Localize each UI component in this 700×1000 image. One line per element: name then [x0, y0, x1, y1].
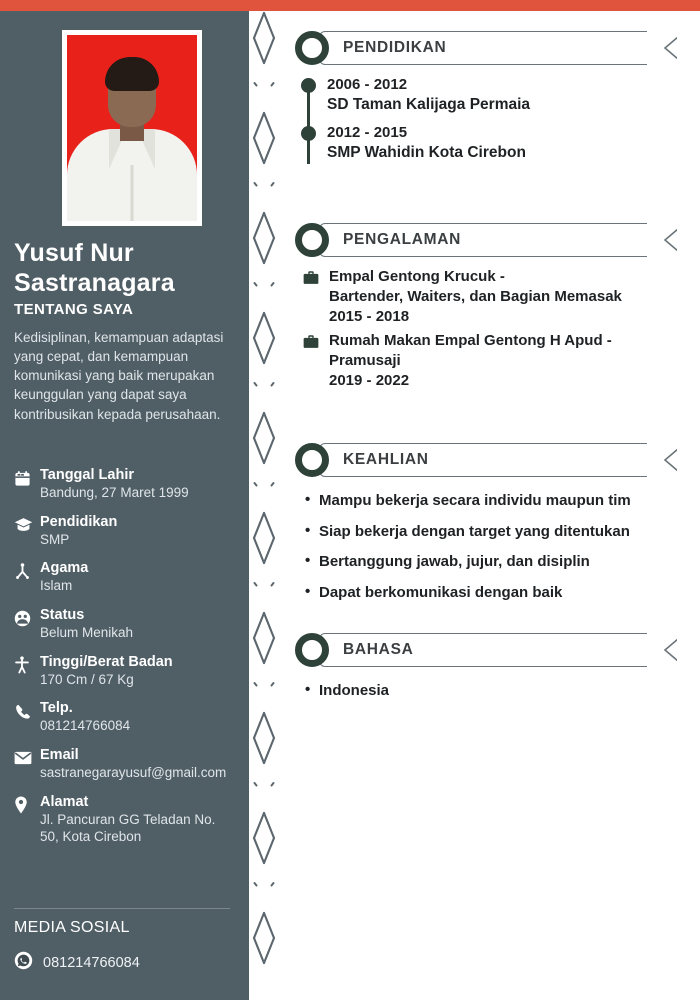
envelope-icon — [14, 748, 40, 768]
timeline-item — [327, 123, 687, 164]
section-languages — [295, 631, 687, 712]
info-text — [40, 559, 236, 595]
social-value: 081214766084 — [43, 955, 140, 971]
info-row-phone — [14, 699, 236, 735]
sidebar-divider — [14, 908, 230, 909]
ribbon-notch — [647, 632, 687, 668]
education-period: 2012 - 2015 — [327, 124, 408, 142]
education-timeline — [295, 75, 687, 164]
experience-line: Empal Gentong Krucuk - — [329, 268, 505, 285]
languages-list — [295, 681, 687, 701]
info-text — [40, 606, 236, 642]
section-header-skills — [295, 441, 687, 479]
phone-icon — [14, 701, 40, 721]
briefcase-icon — [303, 334, 319, 354]
info-row-body — [14, 653, 236, 689]
about-text: Kedisiplinan, kemampuan adaptasi yang cepat, dan kemampuan komunikasi yang baik merupakan keunggulan yang dapat saya kontribusikan kepada perusahaan. — [14, 330, 224, 422]
about-heading: TENTANG SAYA — [14, 301, 134, 318]
info-value: Belum Menikah — [40, 625, 134, 641]
education-period: 2006 - 2012 — [327, 76, 408, 93]
photo-hair — [105, 57, 159, 91]
skill-item: • Dapat berkomunikasi dengan baik — [303, 583, 687, 603]
experience-item — [299, 331, 687, 391]
social-heading: MEDIA SOSIAL — [14, 919, 130, 936]
info-label: Alamat — [40, 793, 89, 810]
info-text — [40, 513, 236, 549]
section-ring-icon — [295, 633, 329, 667]
info-text — [40, 653, 236, 689]
info-text — [40, 466, 236, 502]
info-text — [40, 746, 236, 782]
info-row-religion — [14, 559, 236, 595]
section-header-languages — [295, 631, 687, 669]
experience-line: Bartender, Waiters, dan Bagian Memasak — [329, 287, 622, 305]
experience-line: 2015 - 2018 — [329, 307, 410, 325]
experience-line: 2019 - 2022 — [329, 371, 410, 389]
info-value: Jl. Pancuran GG Teladan No. 50, Kota Cirebon — [40, 811, 216, 845]
personal-info-list — [14, 466, 236, 857]
whatsapp-icon — [14, 951, 33, 975]
section-header-education — [295, 29, 687, 67]
info-row-birthdate — [14, 466, 236, 502]
body-icon — [14, 655, 40, 675]
info-value: Bandung, 27 Maret 1999 — [40, 485, 189, 501]
profile-photo-frame — [62, 30, 202, 226]
calendar-icon — [14, 468, 40, 488]
name-block — [14, 239, 234, 424]
section-title: PENGALAMAN — [343, 231, 462, 248]
section-skills — [295, 441, 687, 613]
info-text — [40, 699, 236, 735]
skill-item: • Siap bekerja dengan target yang ditentukan — [303, 522, 687, 542]
education-school: SMP Wahidin Kota Cirebon — [327, 144, 526, 162]
info-value: 081214766084 — [40, 718, 131, 734]
section-experience — [295, 221, 687, 395]
experience-list — [295, 267, 687, 391]
info-value: 170 Cm / 67 Kg — [40, 671, 134, 687]
language-item: • Indonesia — [303, 681, 687, 701]
briefcase-icon — [303, 270, 319, 290]
info-row-email — [14, 746, 236, 782]
timeline-line — [307, 81, 310, 164]
timeline-dot — [301, 78, 316, 93]
section-ring-icon — [295, 31, 329, 65]
photo-placket — [131, 165, 134, 221]
experience-line: Rumah Makan Empal Gentong H Apud - — [329, 331, 612, 349]
ribbon-notch — [647, 30, 687, 66]
info-label: Telp. — [40, 700, 73, 717]
info-label: Pendidikan — [40, 513, 118, 530]
religion-icon — [14, 561, 40, 581]
ribbon-notch — [647, 442, 687, 478]
section-header-experience — [295, 221, 687, 259]
sidebar — [0, 11, 245, 1000]
diamond-pattern — [245, 11, 281, 1000]
info-text — [40, 793, 236, 846]
location-pin-icon — [14, 795, 40, 815]
graduation-cap-icon — [14, 515, 40, 535]
experience-line: Pramusaji — [329, 351, 401, 369]
section-ring-icon — [295, 443, 329, 477]
skills-list — [295, 491, 687, 602]
info-row-address — [14, 793, 236, 846]
info-label: Email — [40, 747, 79, 764]
info-label: Status — [40, 607, 85, 624]
skill-item: • Bertanggung jawab, jujur, dan disiplin — [303, 552, 687, 572]
main-content — [281, 11, 700, 1000]
top-accent-bar — [0, 0, 700, 11]
info-value: SMP — [40, 531, 70, 547]
marital-status-icon — [14, 608, 40, 628]
section-title: BAHASA — [343, 641, 414, 658]
info-label: Tanggal Lahir — [40, 467, 134, 483]
section-ring-icon — [295, 223, 329, 257]
experience-item — [299, 267, 687, 327]
ribbon-notch — [647, 222, 687, 258]
info-row-education — [14, 513, 236, 549]
info-row-status — [14, 606, 236, 642]
timeline-item — [327, 75, 687, 116]
info-label: Agama — [40, 560, 89, 577]
info-label: Tinggi/Berat Badan — [40, 653, 173, 670]
profile-photo — [67, 35, 197, 221]
education-school: SD Taman Kalijaga Permaia — [327, 96, 531, 114]
skill-item: • Mampu bekerja secara individu maupun tim — [303, 491, 687, 511]
social-row-whatsapp[interactable] — [14, 951, 140, 975]
info-value: Islam — [40, 578, 73, 594]
page-title: Yusuf Nur Sastranagara — [14, 239, 175, 297]
section-title: PENDIDIKAN — [343, 39, 447, 56]
decorative-strip — [245, 11, 281, 1000]
info-value: sastranegarayusuf@gmail.com — [40, 765, 227, 781]
section-title: KEAHLIAN — [343, 451, 429, 468]
section-education — [295, 29, 687, 171]
timeline-dot — [301, 126, 316, 141]
